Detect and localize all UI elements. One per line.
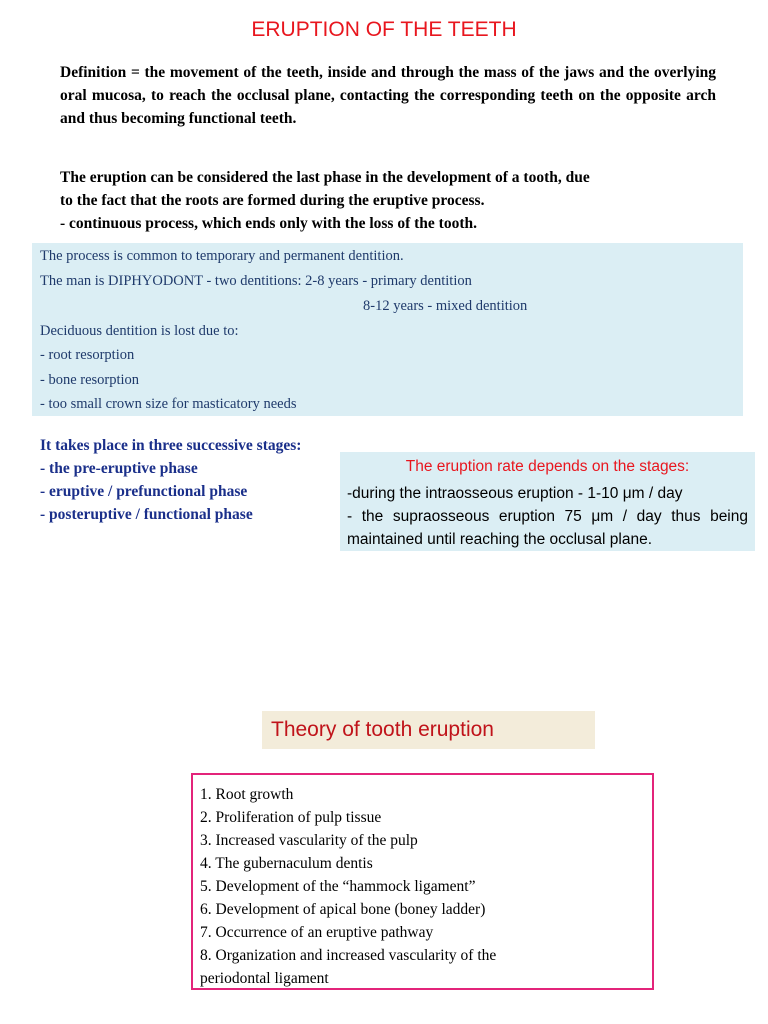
- stages-intro: It takes place in three successive stages:: [40, 437, 302, 454]
- page-title: ERUPTION OF THE TEETH: [251, 18, 517, 41]
- theory-list-item: 8. Organization and increased vascularity of the: [200, 947, 497, 964]
- theory-list-item: periodontal ligament: [200, 970, 329, 987]
- stage-item: - posteruptive / functional phase: [40, 506, 253, 523]
- eruption-line-2: to the fact that the roots are formed during the eruptive process.: [60, 192, 485, 209]
- eruption-line-1: The eruption can be considered the last phase in the development of a tooth, due: [60, 169, 590, 186]
- definition-paragraph: Definition = the movement of the teeth, inside and through the mass of the jaws and the overlying oral mucosa, to reach the occlusal plane, contacting the corresponding teeth on the opposite arch and thus becoming functional teeth.: [60, 64, 716, 127]
- theory-list-item: 3. Increased vascularity of the pulp: [200, 832, 418, 849]
- theory-list-item: 2. Proliferation of pulp tissue: [200, 809, 382, 826]
- rate-line: -during the intraosseous eruption - 1-10 μm / day: [347, 485, 683, 502]
- stage-item: - eruptive / prefunctional phase: [40, 483, 248, 500]
- dentition-line: The process is common to temporary and permanent dentition.: [40, 248, 404, 264]
- eruption-rate-box: [340, 452, 755, 551]
- eruption-paragraph: [60, 166, 734, 235]
- theory-list-item: 6. Development of apical bone (boney ladder): [200, 901, 486, 918]
- eruption-line-3: - continuous process, which ends only with the loss of the tooth.: [60, 215, 477, 232]
- theory-list-item: 4. The gubernaculum dentis: [200, 855, 373, 872]
- theory-list-item: 5. Development of the “hammock ligament”: [200, 878, 476, 895]
- theory-list: [191, 773, 654, 990]
- theory-list-item: 1. Root growth: [200, 786, 294, 803]
- dentition-line: 8-12 years - mixed dentition: [363, 298, 528, 314]
- stages-block: [40, 434, 320, 526]
- stage-item: - the pre-eruptive phase: [40, 460, 198, 477]
- dentition-info-box: [32, 243, 743, 416]
- rate-title: The eruption rate depends on the stages:: [405, 458, 690, 475]
- rate-line: maintained until reaching the occlusal plane.: [347, 531, 653, 548]
- theory-heading: Theory of tooth eruption: [262, 711, 595, 749]
- dentition-line: - root resorption: [40, 347, 135, 363]
- rate-line: - the supraosseous eruption 75 μm / day thus being: [347, 508, 748, 525]
- theory-list-item: 7. Occurrence of an eruptive pathway: [200, 924, 434, 941]
- dentition-line: - too small crown size for masticatory needs: [40, 396, 297, 412]
- dentition-line: The man is DIPHYODONT - two dentitions: 2-8 years - primary dentition: [40, 273, 472, 289]
- dentition-line: - bone resorption: [40, 372, 140, 388]
- dentition-line: Deciduous dentition is lost due to:: [40, 323, 239, 339]
